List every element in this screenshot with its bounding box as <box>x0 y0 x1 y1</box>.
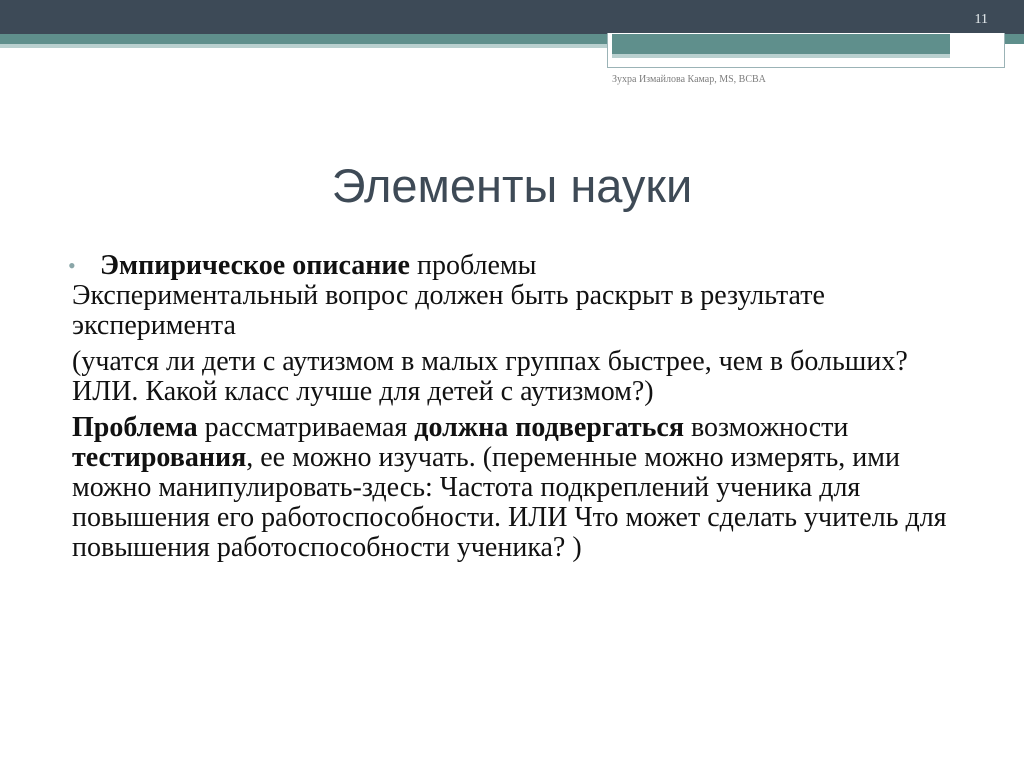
slide-title: Элементы науки <box>331 159 693 212</box>
header-band <box>0 0 1024 34</box>
slide-number: 11 <box>974 12 988 27</box>
problem-bold-3: тестирования <box>72 442 247 473</box>
problem-bold-1: Проблема <box>72 412 198 443</box>
problem-text-3: , ее можно изучать. (переменные можно измерять, ими можно манипулировать-здесь: Частота подкреплений ученика для повышения его работоспособности. ИЛИ Что может сделать учитель для повышения работоспособности ученика? ) <box>72 442 947 563</box>
problem-bold-2: должна подвергаться <box>414 412 684 443</box>
paragraph-experimental-question: Экспериментальный вопрос должен быть раскрыт в результате эксперимента <box>72 280 825 341</box>
header-light-strip <box>0 44 608 48</box>
slide-content <box>68 250 972 563</box>
problem-text-2: возможности <box>683 412 849 443</box>
bullet-item <box>68 250 972 281</box>
header-tab-fill <box>612 34 950 54</box>
bullet-dot-icon: • <box>68 253 76 278</box>
bullet-bold-text: Эмпирическое описание <box>100 250 410 281</box>
author-credit: Зухра Измайлова Камар, MS, BCBA <box>612 74 766 85</box>
paragraph-problem <box>72 413 972 563</box>
bullet-text: проблемы <box>409 250 537 281</box>
header-tab-fill-light <box>612 54 950 58</box>
paragraph-example-question: (учатся ли дети с аутизмом в малых группах быстрее, чем в больших? ИЛИ. Какой класс лучше для детей с аутизмом?) <box>72 346 908 407</box>
problem-text-1: рассматриваемая <box>197 412 415 443</box>
